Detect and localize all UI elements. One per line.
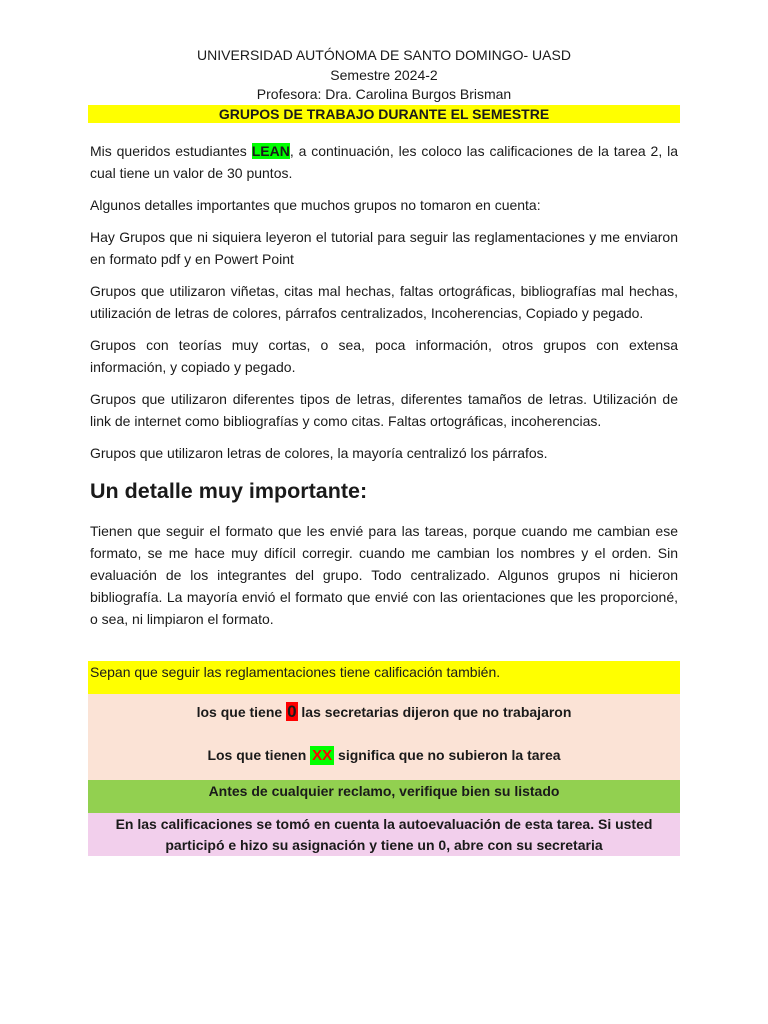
document-header (88, 46, 680, 123)
paragraph: Grupos que utilizaron diferentes tipos de letras, diferentes tamaños de letras. Utilización de link de internet como bibliografías y como citas. Faltas ortográficas, incoherencias. (90, 391, 678, 429)
university-name: UNIVERSIDAD AUTÓNOMA DE SANTO DOMINGO- UASD (197, 47, 571, 63)
xx-badge: XX (312, 747, 333, 764)
xx-after: significa que no subieron la tarea (334, 747, 561, 763)
xx-legend (88, 745, 680, 766)
paragraph: Grupos que utilizaron viñetas, citas mal hechas, faltas ortográficas, bibliografías mal hechas, utilización de letras de colores, párrafos centralizados, Incoherencias, Copiado y pegado. (90, 283, 678, 321)
zero-badge: 0 (287, 702, 297, 721)
zero-legend (88, 702, 680, 722)
paragraph: Grupos con teorías muy cortas, o sea, poca información, otros grupos con extensa información, y copiado y pegado. (90, 337, 678, 375)
legend-box (88, 694, 680, 780)
rules-note: Sepan que seguir las reglamentaciones tiene calificación también. (88, 661, 680, 694)
professor: Profesora: Dra. Carolina Burgos Brisman (256, 86, 512, 102)
semester: Semestre 2024-2 (330, 66, 438, 83)
verify-note: Antes de cualquier reclamo, verifique bien su listado (88, 780, 680, 813)
paragraph: Algunos detalles importantes que muchos grupos no tomaron en cuenta: (90, 197, 541, 213)
intro-after: , a continuación, les coloco las calificaciones de la tarea 2, la cual tiene un valor de 30 puntos. (90, 143, 678, 181)
paragraph: Grupos que utilizaron letras de colores, la mayoría centralizó los párrafos. (90, 445, 548, 461)
intro-highlight: LEAN (251, 143, 290, 159)
notes-section (88, 661, 680, 856)
document-body (90, 140, 678, 640)
xx-before: Los que tienen (207, 747, 311, 763)
intro-before: Mis queridos estudiantes (90, 143, 252, 159)
zero-before: los que tiene (196, 704, 287, 720)
zero-after: las secretarias dijeron que no trabajaron (297, 704, 572, 720)
banner-title: GRUPOS DE TRABAJO DURANTE EL SEMESTRE (88, 105, 680, 123)
important-heading: Un detalle muy importante: (90, 479, 368, 503)
important-paragraph: Tienen que seguir el formato que les envié para las tareas, porque cuando me cambian ese formato, se me hace muy difícil corregir. cuando me cambian los nombres y el orden. Sin evaluación de los integrantes del grupo. Todo centralizado. Algunos grupos ni hicieron bibliografía. La mayoría envió el formato que envié con las orientaciones que les proporcioné, o sea, ni limpiaron el formato. (90, 523, 678, 627)
intro-paragraph (90, 140, 678, 184)
paragraph: Hay Grupos que ni siquiera leyeron el tutorial para seguir las reglamentaciones y me enviaron en formato pdf y en Powert Point (90, 229, 678, 267)
self-eval-note: En las calificaciones se tomó en cuenta la autoevaluación de esta tarea. Si usted participó e hizo su asignación y tiene un 0, abre con su secretaria (88, 813, 680, 856)
